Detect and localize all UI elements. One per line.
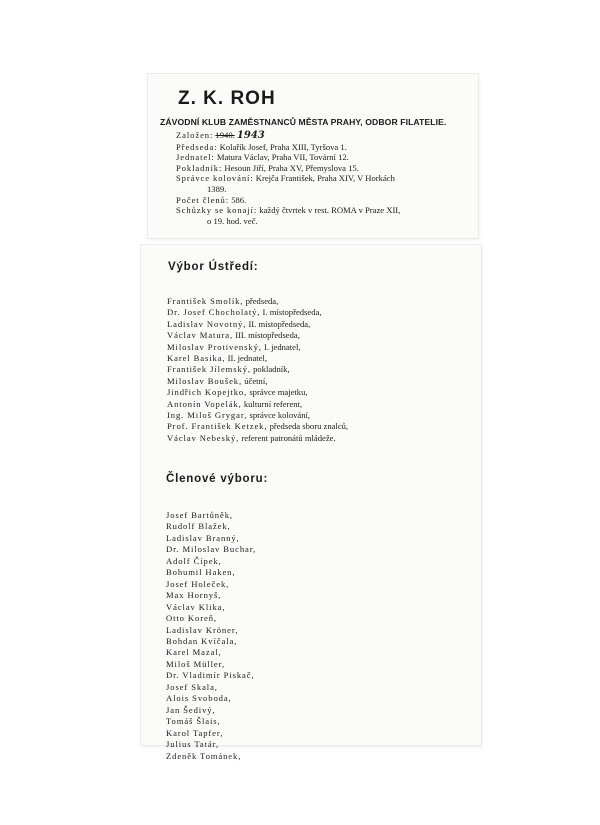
central-committee-heading: Výbor Ústředí: (168, 261, 259, 273)
club-subtitle: ZÁVODNÍ KLUB ZAMĚSTNANCŮ MĚSTA PRAHY, ODBOR FILATELIE. (160, 117, 447, 127)
list-item: Rudolf Blažek, (166, 521, 231, 532)
info-label: Schůzky se konají: (176, 205, 258, 216)
list-item: Ladislav Branný, (166, 532, 240, 543)
info-value: 586. (231, 194, 247, 205)
committee-clipping (141, 245, 481, 761)
list-item (167, 399, 348, 410)
info-chairman (176, 142, 476, 153)
member-role: předseda, (245, 296, 279, 306)
info-value: Kolařík Josef, Praha XIII, Tyršova 1. (219, 141, 347, 152)
info-member-count (176, 195, 476, 206)
list-item: Otto Koreň, (166, 613, 217, 624)
member-role: správce majetku, (249, 387, 308, 398)
list-item (167, 376, 348, 387)
list-item: Karol Tapfer, (166, 727, 224, 738)
member-name: Jindřich Kopejtko, (167, 387, 248, 398)
founded-handwritten-year: 1943 (236, 130, 265, 141)
list-item (167, 342, 348, 353)
member-role: II. místopředseda, (248, 318, 311, 329)
list-item: Max Hornyš, (166, 590, 222, 601)
member-name: František Smolík, (167, 296, 244, 306)
info-circulation-manager (176, 173, 476, 184)
member-role: I. místopředseda, (262, 307, 322, 318)
member-name: Ing. Miloš Grygar, (167, 410, 248, 421)
member-name: Miloslav Protivenský, (167, 341, 262, 352)
list-item (167, 307, 348, 318)
info-value: Hesoun Jiří, Praha XV, Přemyslova 15. (224, 162, 359, 173)
list-item: Ladislav Kröner, (166, 624, 239, 635)
list-item: Dr. Vladimír Piskač, (166, 670, 255, 681)
info-treasurer (176, 163, 476, 174)
member-name: František Jílemský, (167, 364, 251, 375)
club-info (176, 130, 476, 226)
member-role: předseda sboru znalců, (269, 421, 349, 432)
list-item: Miloš Müller, (166, 658, 226, 669)
list-item (167, 353, 348, 364)
info-founded (176, 130, 476, 142)
info-label: Správce kolování: (176, 173, 254, 184)
info-label: Předseda: (176, 141, 218, 152)
info-value: každý čtvrtek v rest. ROMA v Praze XII, (259, 205, 401, 216)
member-name: Ladislav Novotný, (167, 318, 247, 329)
list-item: Josef Bartůněk, (166, 510, 233, 520)
info-continuation: 1389. (207, 183, 227, 194)
info-continuation: o 19. hod. več. (207, 215, 258, 226)
list-item (167, 410, 348, 421)
list-item (167, 421, 348, 432)
member-name: Karel Basika, (167, 353, 226, 364)
list-item: Dr. Miloslav Buchar, (166, 544, 257, 555)
list-item: Jan Šedivý, (166, 704, 216, 715)
list-item (167, 330, 348, 341)
list-item: Karel Mazal, (166, 647, 222, 658)
member-name: Prof. František Ketzek, (167, 421, 268, 432)
club-info-clipping (148, 74, 478, 238)
member-role: III. místopředseda, (235, 330, 300, 341)
committee-members-list (166, 510, 256, 762)
member-name: Václav Nebeský, (167, 432, 240, 443)
list-item: Zdeněk Tománek, (166, 750, 242, 761)
info-label: Počet členů: (176, 194, 230, 205)
info-value: Matura Václav, Praha VII, Tovární 12. (216, 152, 349, 163)
info-label: Pokladník: (176, 162, 223, 173)
list-item: Bohumil Haken, (166, 567, 236, 578)
list-item: Tomáš Šlais, (166, 716, 221, 727)
founded-struck-year: 1940. (215, 130, 235, 140)
member-role: kulturní referent, (243, 398, 303, 409)
list-item: Adolf Čípek, (166, 555, 222, 566)
list-item (167, 319, 348, 330)
member-name: Antonín Vopelák, (167, 398, 242, 409)
member-name: Václav Matura, (167, 330, 234, 341)
list-item: Alois Svoboda, (166, 693, 232, 704)
list-item: Bohdan Kvíčala, (166, 635, 238, 646)
list-item: Julius Tatár, (166, 739, 220, 750)
member-role: I. jednatel, (263, 341, 301, 352)
member-role: účetní, (244, 375, 268, 386)
member-name: Dr. Josef Chocholatý, (167, 307, 261, 318)
member-role: pokladník, (253, 364, 290, 375)
info-label: Jednatel: (176, 152, 215, 163)
member-name: Miloslav Boušek, (167, 375, 243, 386)
list-item (167, 296, 348, 307)
list-item (167, 387, 348, 398)
info-value: Krejča František, Praha XIV, V Horkách (255, 173, 395, 184)
info-meetings (176, 205, 476, 216)
info-secretary (176, 152, 476, 163)
info-label: Založen: (176, 130, 214, 140)
committee-members-heading: Členové výboru: (166, 473, 269, 485)
list-item: Václav Klika, (166, 601, 226, 612)
club-title: Z. K. ROH (178, 88, 276, 109)
member-role: správce kolování, (249, 410, 311, 421)
member-role: referent patronátů mládeže. (241, 432, 336, 443)
list-item: Josef Holeček, (166, 578, 230, 589)
list-item (167, 364, 348, 375)
list-item: Josef Skala, (166, 681, 218, 692)
list-item (167, 433, 348, 444)
central-committee-list (167, 296, 348, 444)
member-role: II. jednatel, (227, 353, 268, 364)
